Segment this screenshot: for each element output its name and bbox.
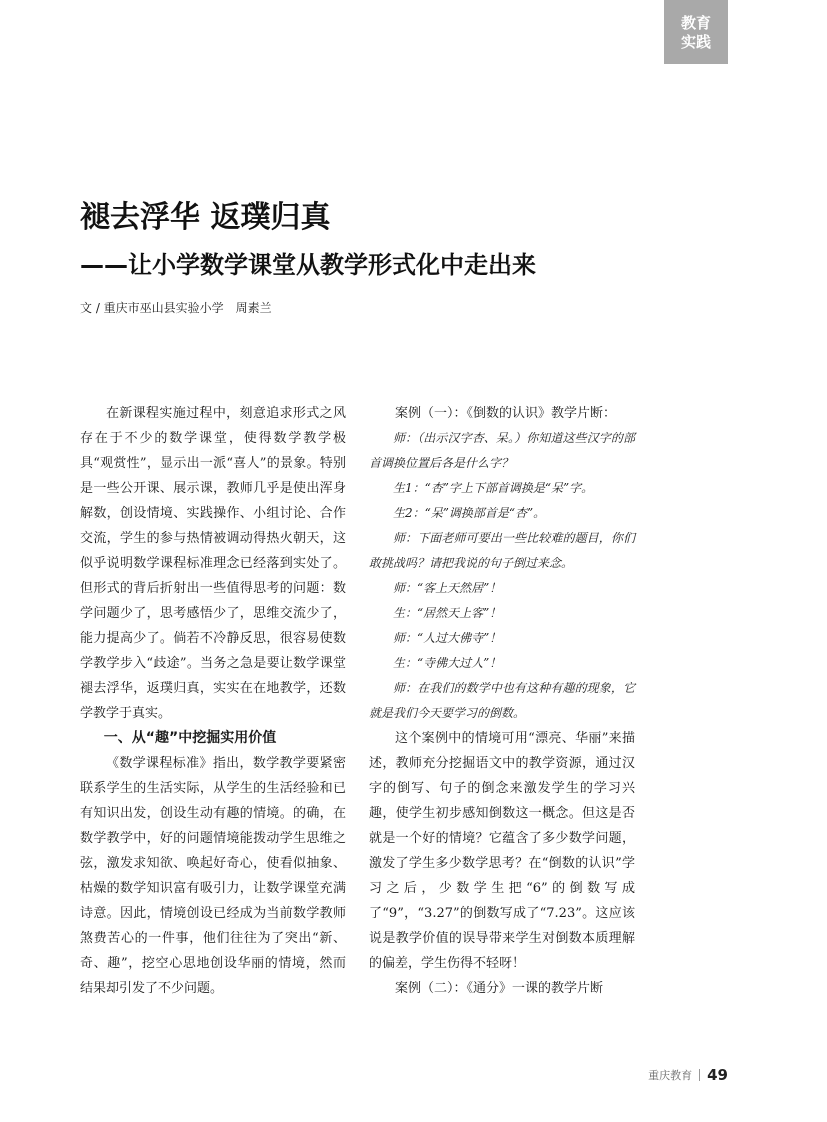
dialog-line: 生1：“杏”字上下部首调换是“呆”字。: [393, 481, 594, 495]
dialog-line: 生：“居然天上客”！: [393, 606, 502, 620]
footer-divider: [699, 1069, 700, 1081]
case1-title: 案例（一）：《倒数的认识》教学片断：: [395, 406, 617, 421]
article-subtitle: ——让小学数学课堂从教学形式化中走出来: [80, 251, 536, 279]
article-title: 褪去浮华 返璞归真: [80, 200, 331, 235]
section-tag-line1: 教育: [680, 14, 711, 32]
dialog-line: 师：下面老师可要出一些比较难的题目，你们敢挑战吗？请把我说的句子倒过来念。: [369, 531, 635, 570]
section-heading-1: 一、从“趣”中挖掘实用价值: [103, 730, 277, 746]
body-paragraph: 《数学课程标准》指出，数学教学要紧密联系学生的生活实际，从学生的生活经验和已有知识出发，创设生动有趣的情境。的确，在数学教学中，好的问题情境能拨动学生思维之弦，激发求知欲、唤起好奇心，使看似抽象、枯燥的数学知识富有吸引力，让数学课堂充满诗意。因此，情境创设已经成为当前数学教师煞费苦心的一件事，他们往往为了突出“新、奇、趣”，挖空心思地创设华丽的情境，然而结果却引发了不少问题。: [80, 756, 346, 996]
dialog-line: 师：“客上天然居”！: [393, 581, 502, 595]
section-tag-line2: 实践: [680, 33, 711, 51]
dialog-line: 师：（出示汉字杏、呆。）你知道这些汉字的部首调换位置后各是什么字？: [369, 431, 635, 470]
dialog-line: 生2：“呆”调换部首是“杏”。: [393, 506, 546, 520]
dialog-line: 生：“寺佛大过人”！: [393, 656, 502, 670]
analysis-paragraph: 这个案例中的情境可用“漂亮、华丽”来描述，教师充分挖掘语文中的教学资源，通过汉字的倒写、句子的倒念来激发学生的学习兴趣，使学生初步感知倒数这一概念。但这是否就是一个好的情境？它蕴含了多少数学问题，激发了学生多少数学思考？在“倒数的认识”学习之后，少数学生把“6”的倒数写成了“9”，“3.27”的倒数写成了“7.23”。这应该说是教学价值的误导带来学生对倒数本质理解的偏差，学生伤得不轻呀！: [369, 731, 635, 971]
case2-title: 案例（二）：《通分》一课的教学片断: [395, 981, 604, 996]
dialog-line: 师：“人过大佛寺”！: [393, 631, 502, 645]
intro-paragraph: 在新课程实施过程中，刻意追求形式之风存在于不少的数学课堂，使得数学教学极具“观赏性”，显示出一派“喜人”的景象。特别是一些公开课、展示课，教师几乎是使出浑身解数，创设情境、实践操作、小组讨论、合作交流，学生的参与热情被调动得热火朝天，这似乎说明数学课程标准理念已经落到实处了。但形式的背后折射出一些值得思考的问题：数学问题少了，思考感悟少了，思维交流少了，能力提高少了。倘若不冷静反思，很容易使数学教学步入“歧途”。当务之急是要让数学课堂褪去浮华，返璞归真，实实在在地教学，还数学教学于真实。: [80, 406, 346, 721]
right-column: [369, 401, 635, 1001]
author-byline: 文 / 重庆市巫山县实验小学 周素兰: [80, 301, 272, 315]
dialog-line: 师：在我们的数学中也有这种有趣的现象，它就是我们今天要学习的倒数。: [369, 681, 635, 720]
page-footer: [648, 1066, 728, 1084]
page-number: 49: [707, 1066, 728, 1084]
left-column: [80, 401, 346, 1001]
journal-name: 重庆教育: [648, 1069, 693, 1082]
section-tag: [664, 0, 728, 64]
